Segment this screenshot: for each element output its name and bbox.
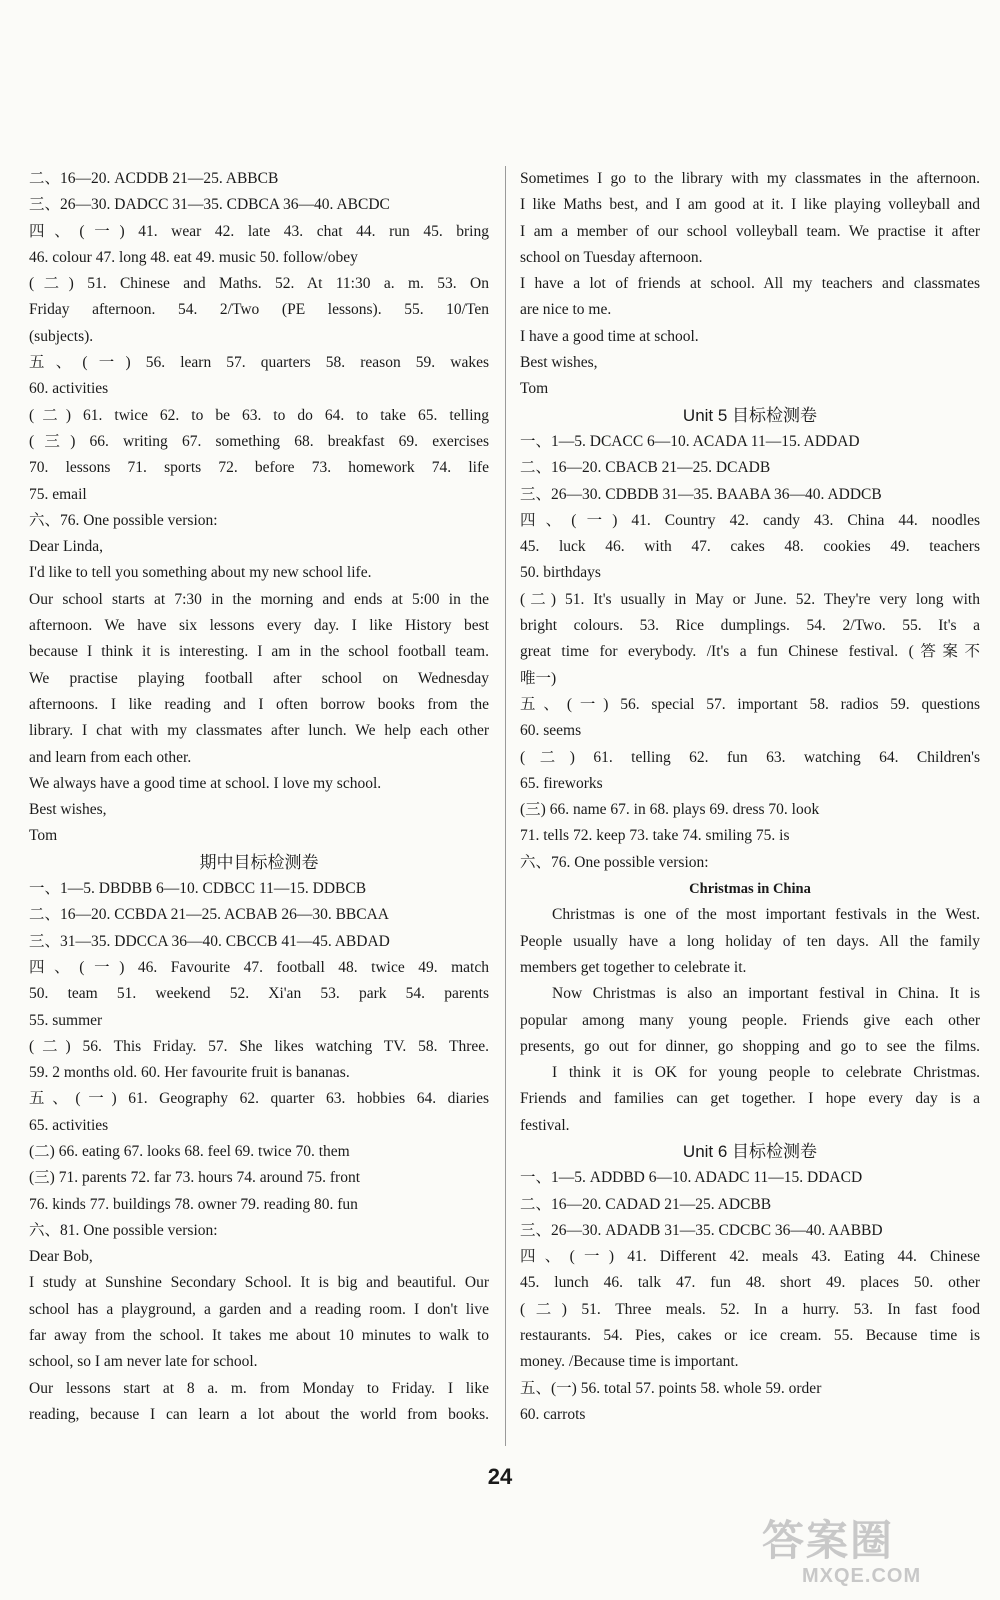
right-text-line: I like Maths best, and I am good at it. I like playing volleyball and [520, 196, 980, 214]
left-text-line: 四、(一) 41. wear 42. late 43. chat 44. run 45. bring [29, 222, 489, 240]
left-text-line: (二) 51. Chinese and Maths. 52. At 11:30 a. m. 53. On [29, 275, 489, 293]
right-text-line: school on Tuesday afternoon. [520, 248, 703, 266]
right-text-line: (二) 51. It's usually in May or June. 52. They're very long with [520, 590, 980, 608]
right-text-line: Best wishes, [520, 354, 598, 372]
right-text-line: 二、16—20. CBACB 21—25. DCADB [520, 459, 771, 477]
left-text-line: (二) 56. This Friday. 57. She likes watching TV. 58. Three. [29, 1037, 489, 1055]
left-text-line: 三、26—30. DADCC 31—35. CDBCA 36—40. ABCDC [29, 196, 390, 214]
right-text-line: Now Christmas is also an important festival in China. It is [552, 985, 980, 1003]
left-text-line: Our school starts at 7:30 in the morning and ends at 5:00 in the [29, 590, 489, 608]
section-heading: Unit 5 目标检测卷 [682, 405, 818, 425]
left-text-line: Dear Bob, [29, 1248, 93, 1266]
essay-title: Christmas in China [689, 881, 811, 898]
left-text-line: Friday afternoon. 54. 2/Two (PE lessons). 55. 10/Ten [29, 301, 489, 319]
right-text-line: (二) 61. telling 62. fun 63. watching 64. Children's [520, 748, 980, 766]
right-text-line: I am a member of our school volleyball team. We practise it after [520, 222, 980, 240]
right-text-line: festival. [520, 1116, 570, 1134]
left-text-line: 四、(一) 46. Favourite 47. football 48. twice 49. match [29, 958, 489, 976]
left-text-line: 46. colour 47. long 48. eat 49. music 50. follow/obey [29, 248, 358, 266]
right-text-line: 一、1—5. DCACC 6—10. ACADA 11—15. ADDAD [520, 432, 860, 450]
right-text-line: Sometimes I go to the library with my classmates in the afternoon. [520, 170, 980, 187]
right-text-line: Tom [520, 380, 549, 398]
right-text-line: great time for everybody. /It's a fun Chinese festival. (答案不 [520, 643, 980, 661]
left-text-line: 三、31—35. DDCCA 36—40. CBCCB 41—45. ABDAD [29, 932, 390, 950]
section-heading: Unit 6 目标检测卷 [682, 1141, 818, 1161]
right-text-line: money. /Because time is important. [520, 1353, 739, 1371]
left-text-line: (二) 61. twice 62. to be 63. to do 64. to take 65. telling [29, 406, 489, 424]
left-text-line: 65. activities [29, 1116, 109, 1134]
left-column [29, 166, 489, 1428]
right-text-line: 60. carrots [520, 1405, 586, 1423]
left-text-line: Best wishes, [29, 801, 107, 819]
left-text-line: (subjects). [29, 327, 94, 345]
left-text-line: 70. lessons 71. sports 72. before 73. homework 74. life [29, 459, 489, 477]
right-text-line: popular among many young people. Friends give each other [520, 1011, 980, 1029]
right-text-line: 唯一) [520, 669, 557, 687]
left-text-line: 75. email [29, 485, 87, 503]
left-text-line: school, so I am never late for school. [29, 1353, 258, 1371]
right-text-line: 50. birthdays [520, 564, 601, 582]
right-text-line: (二) 51. Three meals. 52. In a hurry. 53. In fast food [520, 1300, 980, 1318]
left-text-line: 50. team 51. weekend 52. Xi'an 53. park 54. parents [29, 985, 489, 1003]
right-text-line: Friends and families can get together. I hope every day is a [520, 1090, 980, 1108]
left-text-line: far away from the school. It takes me about 10 minutes to walk to [29, 1327, 489, 1345]
right-text-line: restaurants. 54. Pies, cakes or ice cream. 55. Because time is [520, 1327, 980, 1345]
right-text-line: I have a lot of friends at school. All my teachers and classmates [520, 275, 980, 293]
left-text-line: school has a playground, a garden and a reading room. I don't live [29, 1300, 489, 1318]
right-text-line: presents, go out for dinner, go shopping and go to see the films. [520, 1037, 980, 1055]
right-text-line: 三、26—30. ADADB 31—35. CDCBC 36—40. AABBD [520, 1221, 883, 1239]
left-text-line: 六、76. One possible version: [29, 511, 218, 529]
left-text-line: 60. activities [29, 380, 109, 398]
left-text-line: and learn from each other. [29, 748, 192, 766]
left-text-line: (三) 66. writing 67. something 68. breakfast 69. exercises [29, 432, 489, 450]
left-text-line: afternoon. We have six lessons every day. I like History best [29, 617, 489, 635]
left-text-line: afternoons. I like reading and I often borrow books from the [29, 695, 489, 713]
watermark-logo-text: 答案圈 [762, 1517, 895, 1564]
left-text-line: 55. summer [29, 1011, 103, 1029]
left-text-line: I'd like to tell you something about my new school life. [29, 564, 372, 582]
right-text-line: I have a good time at school. [520, 327, 699, 345]
right-text-line: 65. fireworks [520, 774, 603, 792]
left-text-line: 二、16—20. CCBDA 21—25. ACBAB 26—30. BBCAA [29, 906, 389, 924]
right-text-line: 四、(一) 41. Different 42. meals 43. Eating 44. Chinese [520, 1248, 980, 1266]
right-text-line: I think it is OK for young people to celebrate Christmas. [552, 1064, 980, 1082]
left-text-line: reading, because I can learn a lot about the world from books. [29, 1405, 489, 1423]
right-text-line: 60. seems [520, 722, 582, 740]
left-text-line: 五、(一) 56. learn 57. quarters 58. reason 59. wakes [29, 354, 489, 372]
right-text-line: 45. lunch 46. talk 47. fun 48. short 49. places 50. other [520, 1274, 980, 1292]
right-text-line: 45. luck 46. with 47. cakes 48. cookies 49. teachers [520, 538, 980, 556]
right-text-line: bright colours. 53. Rice dumplings. 54. 2/Two. 55. It's a [520, 617, 980, 635]
left-text-line: We practise playing football after school on Wednesday [29, 669, 489, 687]
right-text-line: 五、(一) 56. total 57. points 58. whole 59. order [520, 1379, 822, 1397]
left-text-line: 76. kinds 77. buildings 78. owner 79. reading 80. fun [29, 1195, 358, 1213]
page-number: 24 [487, 1464, 513, 1489]
left-text-line: 五、(一) 61. Geography 62. quarter 63. hobbies 64. diaries [29, 1090, 489, 1108]
right-text-line: 六、76. One possible version: [520, 853, 709, 871]
right-text-line: 二、16—20. CADAD 21—25. ADCBB [520, 1195, 772, 1213]
right-text-line: 一、1—5. ADDBD 6—10. ADADC 11—15. DDACD [520, 1169, 863, 1187]
left-text-line: 六、81. One possible version: [29, 1221, 218, 1239]
right-text-line: 五、(一) 56. special 57. important 58. radios 59. questions [520, 695, 980, 713]
left-text-line: I study at Sunshine Secondary School. It is big and beautiful. Our [29, 1274, 489, 1292]
right-text-line: 四、(一) 41. Country 42. candy 43. China 44. noodles [520, 511, 980, 529]
left-text-line: Our lessons start at 8 a. m. from Monday to Friday. I like [29, 1379, 489, 1397]
left-text-line: library. I chat with my classmates after lunch. We help each other [29, 722, 489, 740]
right-text-line: 71. tells 72. keep 73. take 74. smiling 75. is [520, 827, 790, 845]
left-text-line: (三) 71. parents 72. far 73. hours 74. around 75. front [29, 1169, 361, 1187]
left-text-line: Dear Linda, [29, 538, 104, 556]
left-text-line: We always have a good time at school. I love my school. [29, 774, 382, 792]
left-text-line: because I think it is interesting. I am in the school football team. [29, 643, 489, 661]
left-text-line: 二、16—20. ACDDB 21—25. ABBCB [29, 170, 279, 187]
right-text-line: are nice to me. [520, 301, 612, 319]
right-text-line: 三、26—30. CDBDB 31—35. BAABA 36—40. ADDCB [520, 485, 882, 503]
left-text-line: 一、1—5. DBDBB 6—10. CDBCC 11—15. DDBCB [29, 880, 367, 898]
left-text-line: 59. 2 months old. 60. Her favourite fruit is bananas. [29, 1064, 350, 1082]
right-column [520, 166, 980, 1428]
right-text-line: members get together to celebrate it. [520, 958, 747, 976]
watermark-url: MXQE.COM [802, 1565, 922, 1587]
column-divider [505, 166, 506, 1446]
watermark-logo [762, 1518, 982, 1594]
left-text-line: Tom [29, 827, 58, 845]
right-text-line: Christmas is one of the most important festivals in the West. [552, 906, 980, 924]
right-text-line: People usually have a long holiday of ten days. All the family [520, 932, 980, 950]
left-text-line: (二) 66. eating 67. looks 68. feel 69. twice 70. them [29, 1142, 350, 1160]
section-heading: 期中目标检测卷 [199, 852, 319, 872]
right-text-line: (三) 66. name 67. in 68. plays 69. dress 70. look [520, 801, 820, 819]
